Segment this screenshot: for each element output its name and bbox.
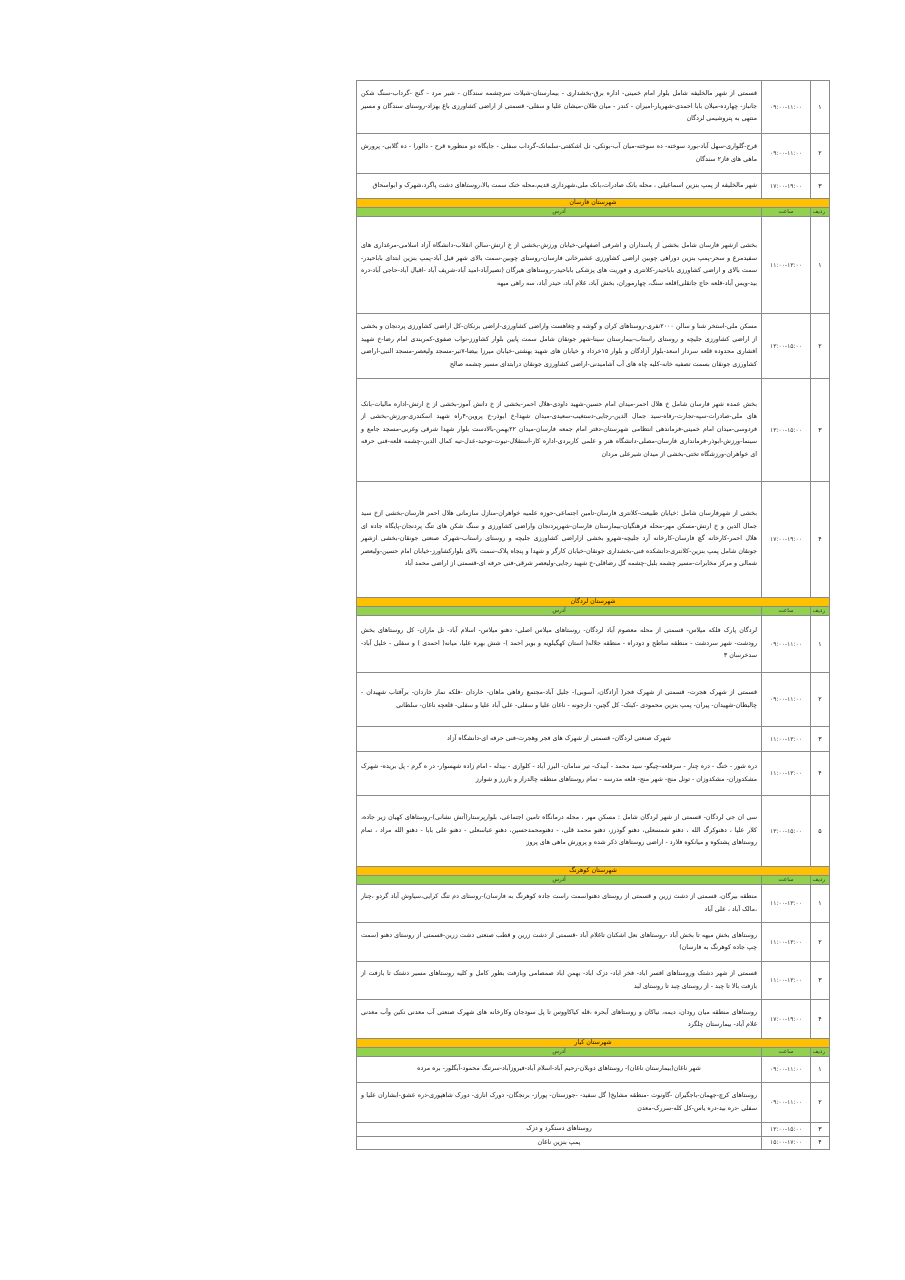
outage-address: روستاهای کرچ-جهمان-باجگیران -گاونوت -منطقه مشایخ( گل سفید- -جوزستان- پوراز- برنجگان- دورک اناری- دورک شاهپوری-دره عشق-ابشاران علیا و سفلی -دره بید-دره یاس-کل کله-سررک-معدن	[357, 1083, 762, 1123]
table-row	[357, 81, 830, 134]
outage-time: ۰۹:۰۰-۱۱:۰۰	[762, 81, 811, 134]
row-number: ۲	[811, 923, 830, 962]
outage-address: بخشی ازشهر فارسان شامل بخشی از پاسداران و اشرفی اصفهانی-خیابان ورزش-بخشی از خ ارتش-سالن انقلاب-دانشگاه آزاد اسلامی-مرغداری های سفیدمرغ و سحر-پمپ بنزین دوراهی چوبین اراضی کشاورزی عشیرخانی فارسان-روستای چوبین-سمت بالای شهر فیل آباد-پمپ بنزین ابتدای باباحیدر-سمت بالای و اراضی کشاورزی باباحیدر-کلانتری و فوریت های پزشکی باباحیدر-روستاهای هیرگان (نصیرآباد-امید آباد-شریف آباد -اقبال آباد-حاجی آباد-دره بید-ویس آباد-قلعه حاج جانقلی)قلعه سنگ، چهارموران، بخش آباد، غلام آباد، حیدر آباد، سه راهی میهه	[357, 217, 762, 314]
outage-time: ۰۹:۰۰-۱۱:۰۰	[762, 616, 811, 673]
column-header-row	[357, 208, 830, 217]
table-row	[357, 796, 830, 867]
header-row-number: ردیف	[811, 876, 830, 885]
outage-address: قسمتی از شهر دشتک وروستاهای افسر اباد- فخر اباد- دزک اباد- بهمن اباد صمصامی وبازفت بطور کامل و کلیه روستاهای مسیر دشتک تا بازفت از بازفت بالا تا چبد - از روستای چبد تا روستای لبد	[357, 962, 762, 1000]
table-row	[357, 1083, 830, 1123]
header-address: آدرس	[357, 1048, 762, 1057]
outage-time: ۱۱:۰۰-۱۳:۰۰	[762, 923, 811, 962]
header-time: ساعت	[762, 876, 811, 885]
outage-time: ۱۱:۰۰-۱۳:۰۰	[762, 727, 811, 752]
table-row	[357, 752, 830, 796]
table-row	[357, 923, 830, 962]
outage-time: ۱۷:۰۰-۱۹:۰۰	[762, 1000, 811, 1039]
outage-time: ۱۳:۰۰-۱۵:۰۰	[762, 796, 811, 867]
row-number: ۱	[811, 217, 830, 314]
row-number: ۴	[811, 1136, 830, 1150]
outage-time: ۱۱:۰۰-۱۳:۰۰	[762, 217, 811, 314]
header-address: آدرس	[357, 876, 762, 885]
row-number: ۳	[811, 962, 830, 1000]
outage-time: ۱۱:۰۰-۱۳:۰۰	[762, 752, 811, 796]
header-time: ساعت	[762, 1048, 811, 1057]
table-row	[357, 727, 830, 752]
outage-time: ۰۹:۰۰-۱۱:۰۰	[762, 134, 811, 174]
outage-time: ۱۱:۰۰-۱۳:۰۰	[762, 962, 811, 1000]
table-row	[357, 962, 830, 1000]
table-row	[357, 217, 830, 314]
outage-address: مسکن ملی-استخر شنا و سالن ۲۰۰۰نفری-روستاهای کران و گوشه و چغاهست واراضی کشاورزی-اراضی برنکان-کل اراضی کشاورزی پردنجان و بخشی از اراضی کشاورزی جلیچه و روستای راستاب-بیمارستان سینا-شهر جونقان شامل سمت پایین بلوار کشاورز-نواب صفوی-کمربندی امام رضا-خ شهید افشاری محدوده قلعه سردار اسعد-بلوار آزادگان و بلوار ۱۵خرداد و خیابان های شهید بهشتی-خیابان میرزا بیضا-۷تیر-مسجد ولیعصر-مسجد النبی-اراضی کشاورزی جونقان بسمت تصفیه خانه-کلیه چاه های آب آشامیدنی-اراضی کشاورزی جونقان درابتدای مسیر چشمه صالح	[357, 314, 762, 379]
outage-time: ۰۹:۰۰-۱۱:۰۰	[762, 1057, 811, 1083]
section-title-row	[357, 199, 830, 208]
section-title-row	[357, 1039, 830, 1048]
row-number: ۲	[811, 673, 830, 727]
row-number: ۴	[811, 482, 830, 598]
table-row	[357, 616, 830, 673]
outage-time: ۱۳:۰۰-۱۵:۰۰	[762, 1123, 811, 1137]
column-header-row	[357, 1048, 830, 1057]
table-row	[357, 314, 830, 379]
table-row	[357, 1057, 830, 1083]
outage-address: لردگان پارک فلکه میلاس- قسمتی از محله معصوم آباد لردگان- روستاهای میلاس اصلی- دهنو میلاس- اسلام آباد- تل ماران- کل روستاهای بخش رودشت- شهر سردشت - منطقه ساطح و دودراه - منطقه جلاله( استان کهگیلویه و بویر احمد )- شش بهره علیا، میانه( احمدی ) و سفلی - خلیل آباد- سدخرسان ۳	[357, 616, 762, 673]
outage-address: منطقه بیرگان، قسمتی از دشت زرین و قسمتی از روستای دهنو(سمت راست جاده کوهرنگ به فارسان)-روستای دم تنگ کرایی،سیاوش آباد گردو ،چنار ،مالک آباد ، علی آباد	[357, 885, 762, 923]
outage-time: ۰۹:۰۰-۱۱:۰۰	[762, 1083, 811, 1123]
row-number: ۲	[811, 314, 830, 379]
outage-address: دره شور - خنگ - دره چنار - سرقلعه-چیگو- سید محمد - آبیدک- تیر سامان- البرز آباد - کلواری - بیدله - امام زاده شهسوار- در ه گرم - پل بریده- شهرک مشکدوزان- مشکدوزان - تونل منج- شهر منج- قلعه مدرسه - تمام روستاهای منطقه چالدراز و بازرز و شوارز	[357, 752, 762, 796]
header-time: ساعت	[762, 607, 811, 616]
column-header-row	[357, 876, 830, 885]
header-row-number: ردیف	[811, 607, 830, 616]
row-number: ۲	[811, 134, 830, 174]
outage-address: شهر مالخلیفه از پمپ بنزین اسماعیلی ، محله بانک صادرات،بانک ملی،شهرداری قدیم،محله خنک سمت بالا،روستاهای دشت پاگرد،شهرک و ابواسحاق	[357, 174, 762, 199]
header-time: ساعت	[762, 208, 811, 217]
row-number: ۱	[811, 885, 830, 923]
outage-time: ۱۱:۰۰-۱۳:۰۰	[762, 885, 811, 923]
outage-time: ۱۳:۰۰-۱۵:۰۰	[762, 314, 811, 379]
outage-address: بخش عمده شهر فارسان شامل خ هلال احمر-میدان امام حسین-شهید داودی-هلال احمر-بخشی از خ دانش آموز-بخشی از خ ارتش-اداره مالیات-بانک های ملی-صادرات-سپه-تجارت-رفاه-سید جمال الدین-رجایی-دستغیب-سعیدی-میدان شهدا-خ ابوذر-خ پروین-۴راه شهید اسکندری-ورزش-بخشی از فردوسی-میدان امام خمینی-فرماندهی انتظامی شهرستان-دفتر امام جمعه فارسان-میدان ۲۲بهمن-بالادست بلوار شهدا شرقی وغربی-مسجد جامع و سینما-ورزش-ابوذر-فرمانداری فارسان-مصلی-دانشگاه هنر و علمی کاربردی-اداره کار-استقلال-نبوت-توحید-عدل-تیه کمال الدین-چشمه قلعه-فنی حرفه ای خواهران-ورزشگاه تختی-بخشی از میدان شیرعلی مردان	[357, 379, 762, 482]
section-title-row	[357, 867, 830, 876]
outage-address: قسمتی از شهر مالخلیفه شامل بلوار امام خمینی- اداره برق-بخشداری - بیمارستان-شیلات سرچشمه سندگان - شیر مرد - گنج -گرداب-سنگ شکن جانباز- چهارده-میلان بابا احمدی-شهریار-امیران - کندر - میان طلان-میشان علیا و سفلی- قسمتی از اراضی کشاورزی باغ بهزاد-روستای سندگان و مسیر منتهی به پتروشیمی لردگان	[357, 81, 762, 134]
row-number: ۱	[811, 1057, 830, 1083]
column-header-row	[357, 607, 830, 616]
table-row	[357, 1136, 830, 1150]
header-address: آدرس	[357, 208, 762, 217]
row-number: ۳	[811, 1123, 830, 1137]
outage-time: ۰۹:۰۰-۱۱:۰۰	[762, 673, 811, 727]
outage-time: ۱۷:۰۰-۱۹:۰۰	[762, 174, 811, 199]
section-title: شهرستان کیار	[357, 1039, 830, 1048]
table-row	[357, 174, 830, 199]
outage-address: قرح-گلواری-سهل آباد-بورد سوخته- ده سوخته-میان آب-بونکی- تل اشکفتی-سلمانک-گرداب سفلی - جایگاه دو منظوره قرح - دالورا - ده گلابی- پرورش ماهی های فاز۲ سندگان	[357, 134, 762, 174]
outage-address: قسمتی از شهرک هجرت- قسمتی از شهرک فجر( آزادگان، آسوبی)- جلیل آباد-مجتمع رفاهی ماهان- خاردان -فلکه نماز خاردان- برآفتاب شهیدان - چالبطان-شهیدان- پیران- پمپ بنزین محمودی -کینک- کل گچین- دارجونه - ناغان علیا و سفلی- علی آباد علیا و سفلی- قلعچه ناغان- سلطانی	[357, 673, 762, 727]
outage-address: بخشی از شهرفارسان شامل :خیابان طبیعت-کلانتری فارسان-تامین اجتماعی-حوزه علمیه خواهران-منازل سازمانی هلال احمر فارسان-بخشی ازخ سید جمال الدین و خ ارتش-مسکن مهر-محله فرهنگیان-بیمارستان فارسان-شهرپردنجان واراضی کشاورزی و سنگ شکن های تنگ پردنجان-پایگاه جاده ای هلال احمر-کارخانه گچ فارسان-کارخانه آرد جلیچه-شهرو بخشی ازاراضی کشاورزی جلیچه و روستای راستاب-شهرک صنعتی جونقان-بخشی ازشهر جونقان شامل پمپ بنزین-کلانتری-دانشکده فنی-بخشداری جونقان-خیابان کارگر و شهدا و پنجاه پلاک-سمت بالای بلوارکشاورز-خیابان امام حسین-ولیعصر شمالی و مرکز مخابرات-مسیر چشمه بلبل-چشمه گل رضاقلی-خ شهید رجایی-ولیعصر شرقی-فنی حرفه ای-قسمتی از اراضی محمد آباد	[357, 482, 762, 598]
table-row	[357, 673, 830, 727]
table-row	[357, 379, 830, 482]
outage-time: ۱۳:۰۰-۱۵:۰۰	[762, 379, 811, 482]
outage-time: ۱۷:۰۰-۱۹:۰۰	[762, 482, 811, 598]
outage-address: شهرک صنعتی لردگان- قسمتی از شهرک های فجر وهجرت-فنی حرفه ای-دانشگاه آزاد	[357, 727, 762, 752]
section-title: شهرستان فارسان	[357, 199, 830, 208]
row-number: ۳	[811, 174, 830, 199]
header-row-number: ردیف	[811, 208, 830, 217]
table-row	[357, 885, 830, 923]
outage-time: ۱۵:۰۰-۱۷:۰۰	[762, 1136, 811, 1150]
table-row	[357, 1000, 830, 1039]
section-title: شهرستان کوهرنگ	[357, 867, 830, 876]
outage-address: پمپ بنزین ناغان	[357, 1136, 762, 1150]
row-number: ۱	[811, 616, 830, 673]
row-number: ۳	[811, 379, 830, 482]
section-title-row	[357, 598, 830, 607]
outage-address: شهر ناغان(بیمارستان ناغان)- روستاهای دوبلان-رحیم آباد-اسلام آباد-فیروزآباد-سرتنگ محمود-آبگلور- بره مرده	[357, 1057, 762, 1083]
outage-address: روستاهای دستگرد و دزک	[357, 1123, 762, 1137]
header-row-number: ردیف	[811, 1048, 830, 1057]
row-number: ۳	[811, 727, 830, 752]
table-row	[357, 134, 830, 174]
outage-address: سی ان جی لردگان- قسمتی از شهر لردگان شامل : مسکن مهر ، محله درمانگاه تامین اجتماعی، بلوارپرستار(آتش نشانی)-روستاهای کهیان زیر جاده، کلار علیا ، دهنوکرگ الله ، دهنو شمسعلی، دهنو گودرز، دهنو محمد قلی، - دهنومحمدحسین، دهنو عباسعلی - دهنو علی بابا - دهنو الله مراد ، تمام روستاهای پشتکوه و میانکوه فلارد - اراضی روستاهای ذکر شده و پرورش ماهی های پروز	[357, 796, 762, 867]
header-address: آدرس	[357, 607, 762, 616]
power-outage-schedule-table	[356, 80, 830, 1150]
table-row	[357, 482, 830, 598]
section-title: شهرستان لردگان	[357, 598, 830, 607]
outage-address: روستاهای منطقه میان رودان، دیمه، نیاکان و روستاهای آبحره ،قله کیاکاووس تا پل سودجان وکارخانه های شهرک صنعتی آب معدنی نکین وآب معدنی غلام آباد- بیمارستان چلگرد	[357, 1000, 762, 1039]
outage-address: روستاهای بخش میهه تا بخش آباد -روستاهای نعل اشکنان تاغلام آباد -قسمتی از دشت زرین و قطب صنعتی دشت زرین-قسمتی از روستای دهنو (سمت چپ جاده کوهرنگ به فارسان)	[357, 923, 762, 962]
table-row	[357, 1123, 830, 1137]
row-number: ۲	[811, 1083, 830, 1123]
row-number: ۱	[811, 81, 830, 134]
row-number: ۵	[811, 796, 830, 867]
row-number: ۴	[811, 752, 830, 796]
row-number: ۴	[811, 1000, 830, 1039]
